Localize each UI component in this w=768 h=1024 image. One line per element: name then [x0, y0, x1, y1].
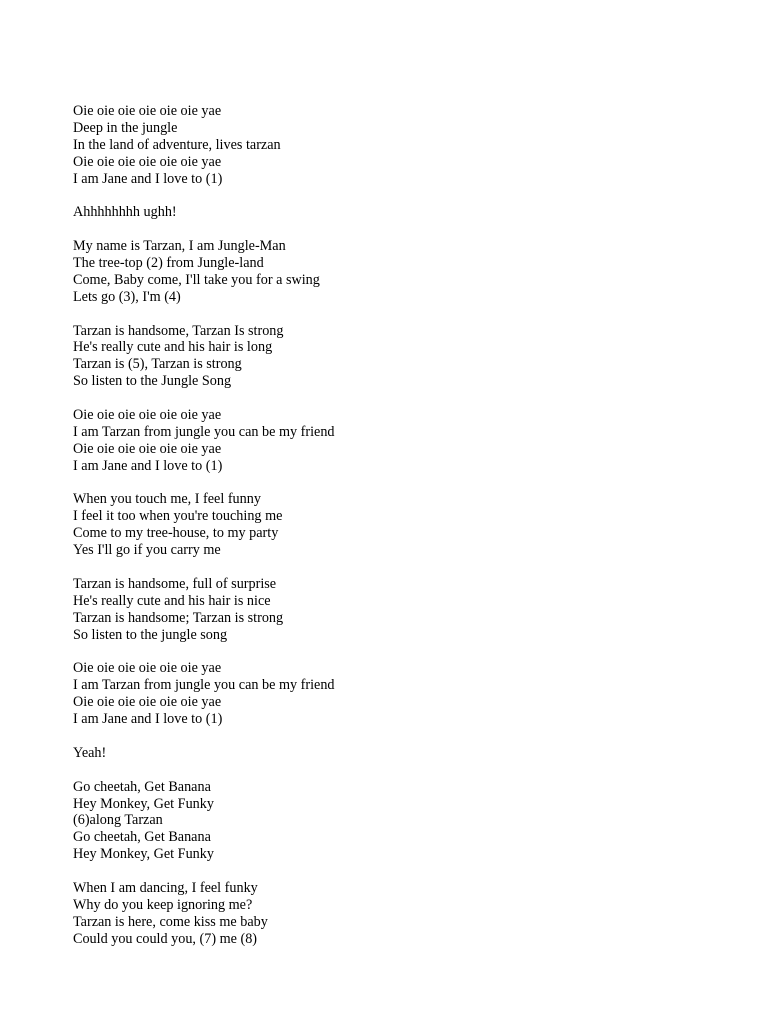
lyric-line: I am Jane and I love to (1): [73, 711, 223, 728]
stanza: [73, 238, 335, 306]
lyric-line: Deep in the jungle: [73, 119, 178, 136]
lyric-line: Why do you keep ignoring me?: [73, 896, 253, 913]
lyric-line: Tarzan is handsome; Tarzan is strong: [73, 609, 284, 626]
lyric-line: I am Tarzan from jungle you can be my friend: [73, 423, 335, 440]
lyric-line: Yes I'll go if you carry me: [73, 542, 221, 559]
lyrics-body: [73, 103, 335, 964]
lyric-line: So listen to the jungle song: [73, 626, 228, 643]
lyric-line: Lets go (3), I'm (4): [73, 288, 181, 305]
lyric-line: Oie oie oie oie oie oie yae: [73, 407, 222, 424]
lyric-line: I am Tarzan from jungle you can be my friend: [73, 677, 335, 694]
stanza: [73, 576, 335, 644]
lyric-line: Go cheetah, Get Banana: [73, 778, 211, 795]
lyric-line: Yeah!: [73, 744, 107, 761]
lyric-line: Tarzan is here, come kiss me baby: [73, 913, 268, 930]
lyric-line: Tarzan is (5), Tarzan is strong: [73, 356, 242, 373]
stanza: [73, 103, 335, 187]
lyric-line: Hey Monkey, Get Funky: [73, 795, 214, 812]
lyric-line: When you touch me, I feel funny: [73, 491, 261, 508]
lyric-line: Oie oie oie oie oie oie yae: [73, 103, 222, 119]
lyric-line: When I am dancing, I feel funky: [73, 879, 258, 896]
lyric-line: He's really cute and his hair is long: [73, 339, 273, 356]
lyric-line: Hey Monkey, Get Funky: [73, 846, 214, 863]
stanza: [73, 660, 335, 728]
lyric-line: Oie oie oie oie oie oie yae: [73, 694, 222, 711]
lyric-line: So listen to the Jungle Song: [73, 373, 232, 390]
stanza: [73, 880, 335, 948]
lyric-line: Oie oie oie oie oie oie yae: [73, 440, 222, 457]
lyric-line: (6)along Tarzan: [73, 812, 163, 829]
stanza: [73, 745, 335, 762]
lyric-line: He's really cute and his hair is nice: [73, 592, 271, 609]
lyric-line: I am Jane and I love to (1): [73, 457, 223, 474]
lyric-line: Ahhhhhhhh ughh!: [73, 204, 177, 221]
lyric-line: Tarzan is handsome, Tarzan Is strong: [73, 322, 284, 339]
lyric-line: Tarzan is handsome, full of surprise: [73, 575, 277, 592]
stanza: [73, 407, 335, 475]
stanza: [73, 779, 335, 863]
lyric-line: Could you could you, (7) me (8): [73, 930, 258, 947]
lyric-line: I am Jane and I love to (1): [73, 170, 223, 187]
lyric-line: Come to my tree-house, to my party: [73, 525, 279, 542]
lyric-line: Oie oie oie oie oie oie yae: [73, 660, 222, 677]
lyric-line: Oie oie oie oie oie oie yae: [73, 153, 222, 170]
lyric-line: In the land of adventure, lives tarzan: [73, 136, 281, 153]
lyric-line: Come, Baby come, I'll take you for a swing: [73, 271, 320, 288]
lyric-line: My name is Tarzan, I am Jungle-Man: [73, 238, 286, 255]
lyric-line: I feel it too when you're touching me: [73, 508, 283, 525]
lyric-line: The tree-top (2) from Jungle-land: [73, 255, 264, 272]
stanza: [73, 323, 335, 391]
stanza: [73, 491, 335, 559]
stanza: [73, 204, 335, 221]
lyric-line: Go cheetah, Get Banana: [73, 829, 211, 846]
